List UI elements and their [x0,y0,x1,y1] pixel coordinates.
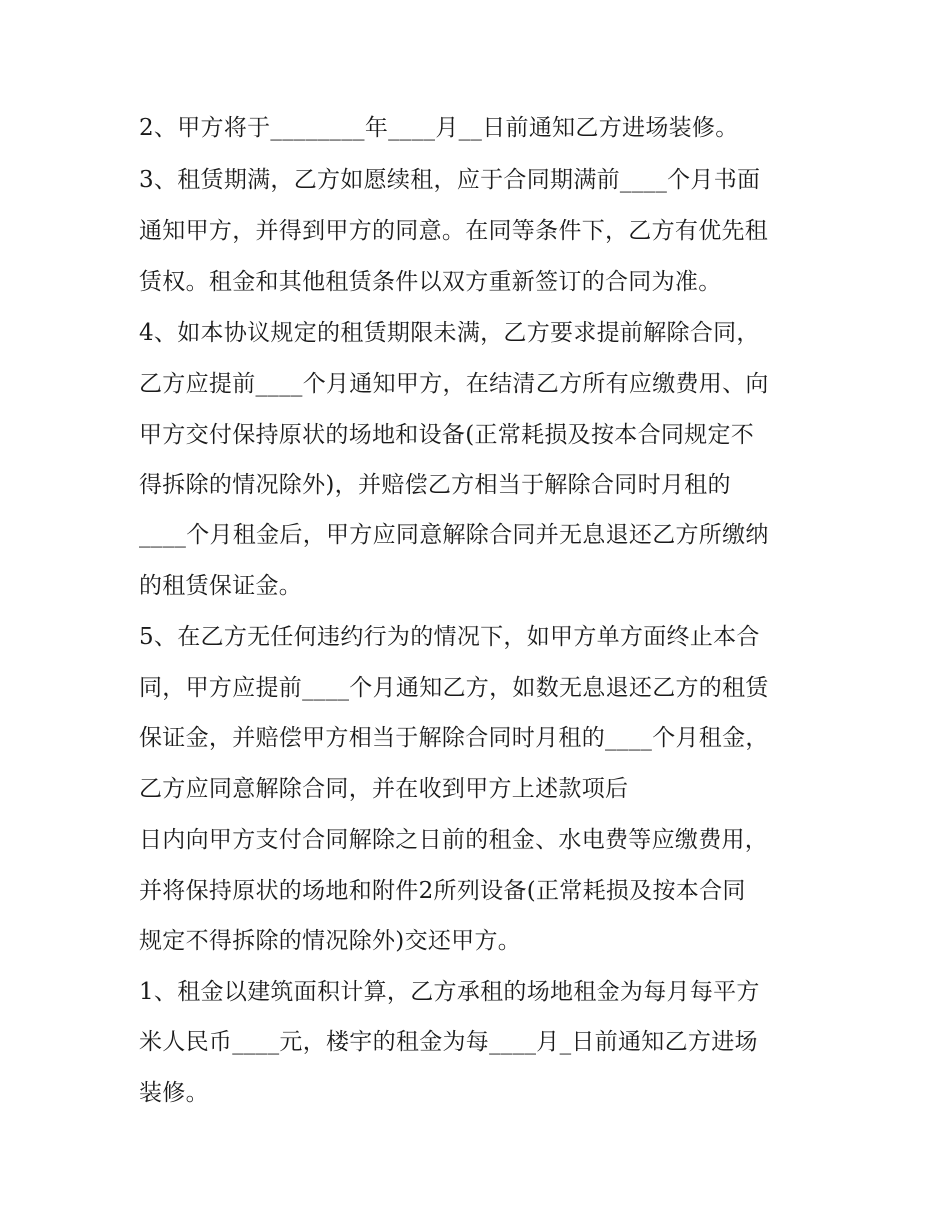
text-line: 5、在乙方无任何违约行为的情况下，如甲方单方面终止本合 [139,624,760,650]
text-line: 得拆除的情况除外)，并赔偿乙方相当于解除合同时月租的 [139,472,731,498]
text-line: 保证金，并赔偿甲方相当于解除合同时月租的____个月租金， [139,725,769,751]
text-line: 装修。 [139,1080,209,1106]
text-line: 1、租金以建筑面积计算，乙方承租的场地租金为每月每平方 [139,979,760,1005]
text-line: 同，甲方应提前____个月通知乙方，如数无息退还乙方的租赁 [139,675,769,701]
text-line: 甲方交付保持原状的场地和设备(正常耗损及按本合同规定不 [139,422,755,448]
text-line: 2、甲方将于________年____月__日前通知乙方进场装修。 [139,115,739,141]
text-line: 通知甲方，并得到甲方的同意。在同等条件下，乙方有优先租 [139,218,769,244]
text-line: 乙方应提前____个月通知甲方，在结清乙方所有应缴费用、向 [139,371,769,397]
text-line: 规定不得拆除的情况除外)交还甲方。 [139,928,522,954]
text-line: 并将保持原状的场地和附件2所列设备(正常耗损及按本合同 [139,878,746,904]
text-line: 日内向甲方支付合同解除之日前的租金、水电费等应缴费用， [139,827,769,853]
text-line: 乙方应同意解除合同，并在收到甲方上述款项后 [139,776,629,802]
text-line: 米人民币____元，楼宇的租金为每____月_日前通知乙方进场 [139,1029,758,1055]
text-line: 的租赁保证金。 [139,573,303,599]
text-line: 3、租赁期满，乙方如愿续租，应于合同期满前____个月书面 [139,167,761,193]
text-line: 赁权。租金和其他租赁条件以双方重新签订的合同为准。 [139,269,722,295]
text-line: ____个月租金后，甲方应同意解除合同并无息退还乙方所缴纳 [139,522,769,548]
text-line: 4、如本协议规定的租赁期限未满，乙方要求提前解除合同， [139,320,760,346]
